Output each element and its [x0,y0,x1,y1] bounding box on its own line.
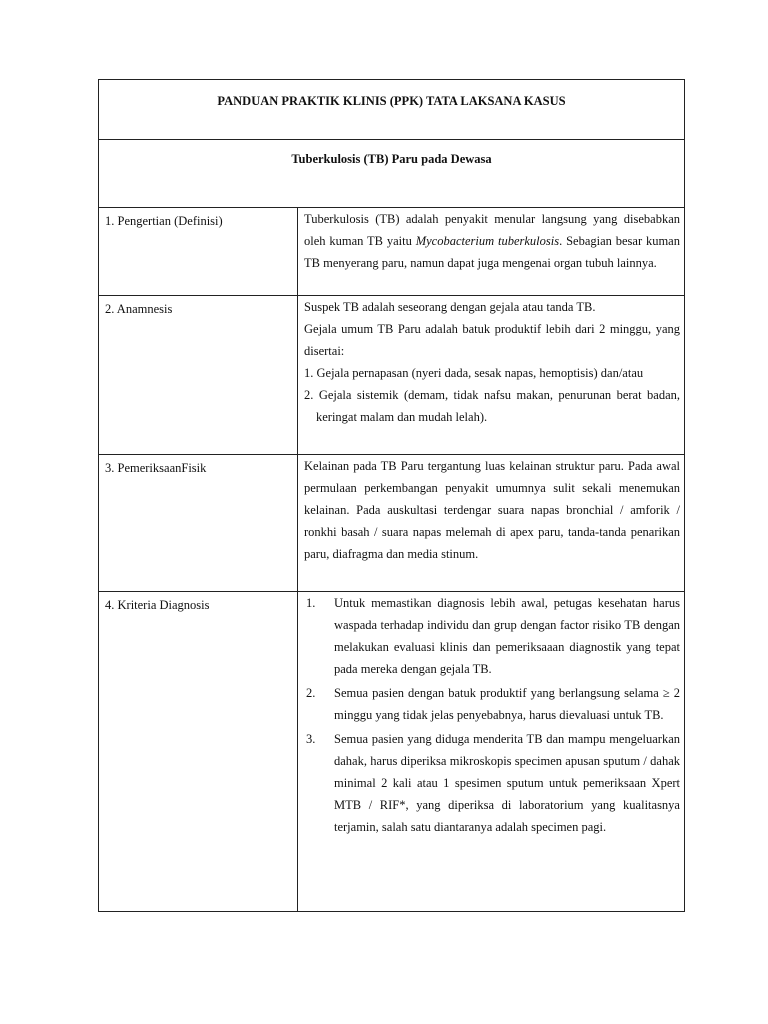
section-label-kriteria-diagnosis: 4. Kriteria Diagnosis [99,592,298,912]
criteria-list [304,592,680,838]
section-content-anamnesis [298,296,685,455]
criteria-text: Semua pasien yang diduga menderita TB dan mampu mengeluarkan dahak, harus diperiksa mikroskopis specimen apusan sputum / dahak minimal 2 kali atau 1 spesimen sputum untuk pemeriksaan Xpert MTB / RIF*, yang diperiksa di laboratorium yang kualitasnya terjamin, salah satu diantaranya adalah specimen pagi. [334,732,680,834]
list-item [304,728,680,838]
list-item [304,682,680,726]
definition-text [304,208,680,274]
document-title: PANDUAN PRAKTIK KLINIS (PPK) TATA LAKSANA KASUS [99,80,685,140]
document-subtitle: Tuberkulosis (TB) Paru pada Dewasa [99,140,685,208]
section-content-definisi [298,208,685,296]
criteria-text: Untuk memastikan diagnosis lebih awal, petugas kesehatan harus waspada terhadap individu dan grup dengan factor risiko TB dengan melakukan evaluasi klinis dan pemeriksaaan diagnostik yang tepat pada mereka dengan gejala TB. [334,596,680,676]
anamnesis-line: Suspek TB adalah seseorang dengan gejala atau tanda TB. [304,300,596,314]
section-content-kriteria-diagnosis [298,592,685,912]
list-item [304,592,680,680]
definition-text-part: Tuberkulosis (TB) adalah penyakit menular langsung yang disebabkan oleh kuman TB yaitu [304,212,680,248]
criteria-text: Semua pasien dengan batuk produktif yang berlangsung selama ≥ 2 minggu yang tidak jelas penyebabnya, harus dievaluasi untuk TB. [334,686,680,722]
anamnesis-item: 2. Gejala sistemik (demam, tidak nafsu makan, penurunan berat badan, keringat malam dan mudah lelah). [304,388,680,424]
definition-italic-term: Mycobacterium tuberkulosis [415,234,560,248]
criteria-number: 2. [306,686,316,700]
section-label-definisi: 1. Pengertian (Definisi) [99,208,298,296]
table-row [99,296,685,455]
ppk-table [98,79,685,912]
table-row [99,592,685,912]
pemeriksaan-text: Kelainan pada TB Paru tergantung luas kelainan struktur paru. Pada awal permulaan perkembangan penyakit umumnya sulit sekali menemukan kelainan. Pada auskultasi terdengar suara napas bronchial / amforik / ronkhi basah / suara napas melemah di apex paru, tanda-tanda penarikan paru, diafragma dan media stinum. [304,459,680,561]
table-row [99,455,685,592]
table-row [99,208,685,296]
criteria-number: 1. [306,596,316,610]
section-content-pemeriksaan-fisik [298,455,685,592]
section-label-pemeriksaan-fisik: 3. PemeriksaanFisik [99,455,298,592]
criteria-number: 3. [306,732,316,746]
anamnesis-line: Gejala umum TB Paru adalah batuk produktif lebih dari 2 minggu, yang disertai: [304,322,680,358]
anamnesis-item: 1. Gejala pernapasan (nyeri dada, sesak napas, hemoptisis) dan/atau [304,366,644,380]
section-label-anamnesis: 2. Anamnesis [99,296,298,455]
definition-text-part: . Sebagian besar kuman TB menyerang paru, namun dapat juga mengenai organ tubuh lainnya. [304,234,680,270]
